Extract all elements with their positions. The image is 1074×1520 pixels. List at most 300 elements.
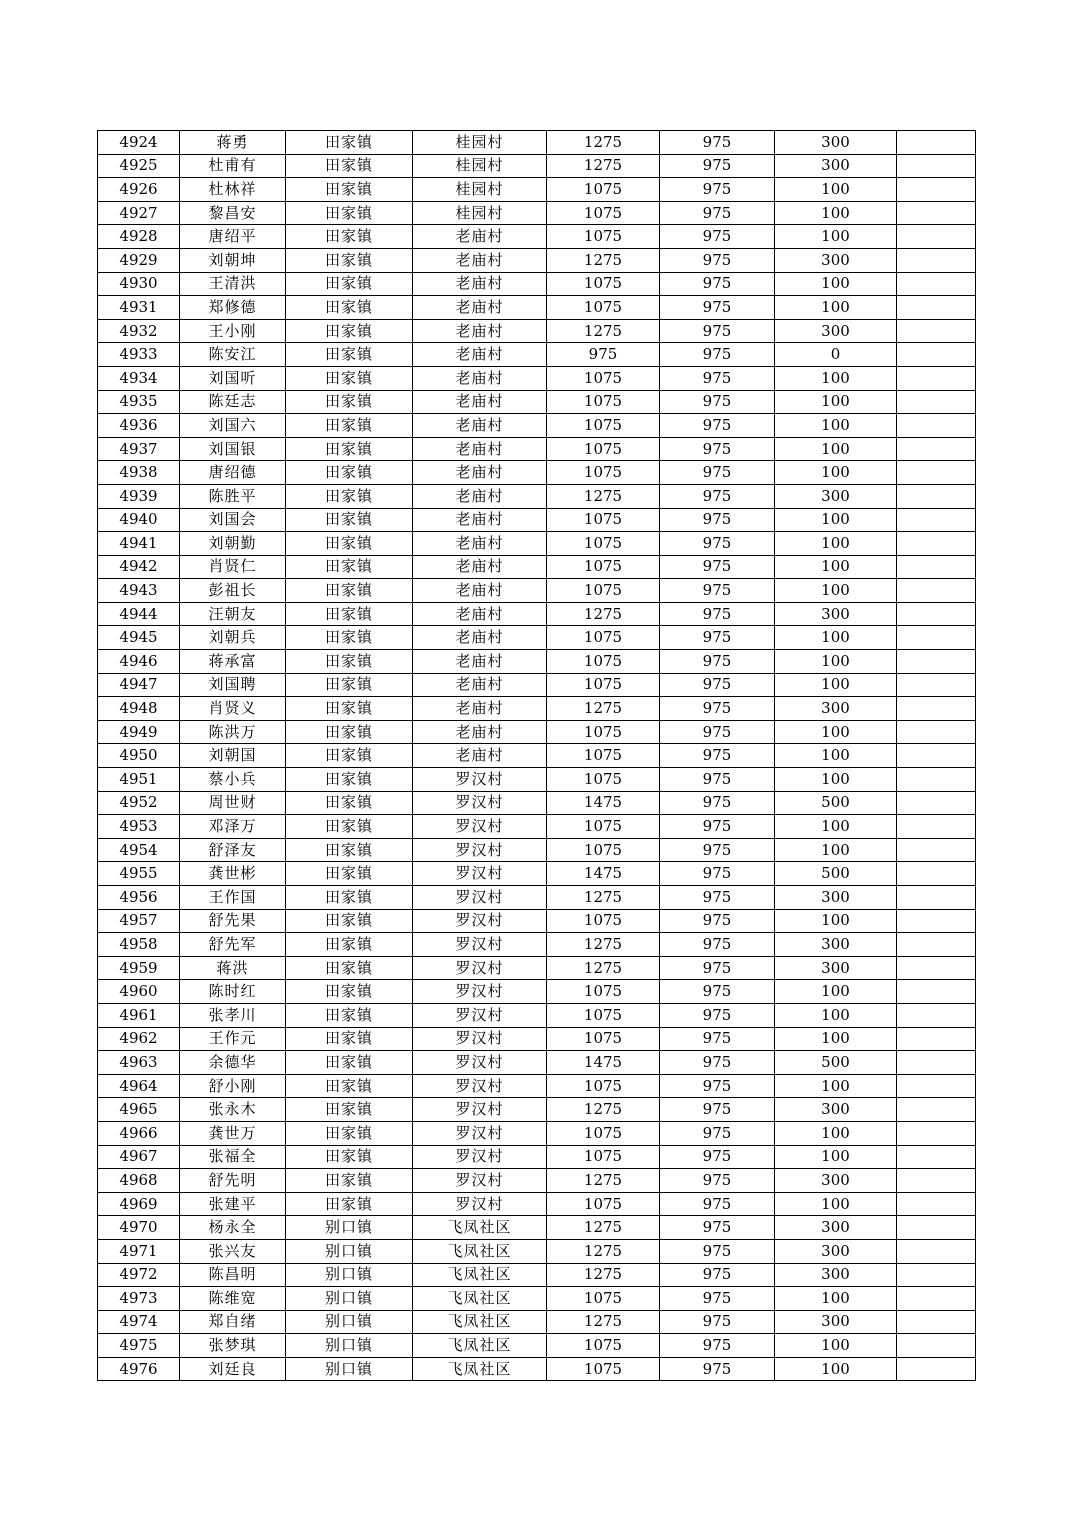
name-cell: 杨永全 xyxy=(180,1216,286,1240)
amount-b-cell: 975 xyxy=(660,838,775,862)
amount-a-cell: 1075 xyxy=(547,1003,660,1027)
table-row xyxy=(98,532,976,556)
town-cell: 田家镇 xyxy=(286,319,413,343)
amount-diff-cell: 100 xyxy=(775,296,897,320)
name-cell: 张福全 xyxy=(180,1145,286,1169)
amount-a-cell: 1075 xyxy=(547,980,660,1004)
amount-a-cell: 1275 xyxy=(547,131,660,155)
table-row xyxy=(98,1239,976,1263)
table-row xyxy=(98,201,976,225)
serial-cell: 4946 xyxy=(98,650,180,674)
town-cell: 田家镇 xyxy=(286,555,413,579)
name-cell: 陈昌明 xyxy=(180,1263,286,1287)
amount-a-cell: 1275 xyxy=(547,1263,660,1287)
amount-b-cell: 975 xyxy=(660,366,775,390)
name-cell: 刘国听 xyxy=(180,366,286,390)
amount-b-cell: 975 xyxy=(660,390,775,414)
village-cell: 罗汉村 xyxy=(413,1121,547,1145)
amount-b-cell: 975 xyxy=(660,461,775,485)
amount-b-cell: 975 xyxy=(660,862,775,886)
village-cell: 老庙村 xyxy=(413,390,547,414)
amount-b-cell: 975 xyxy=(660,414,775,438)
remark-cell xyxy=(897,956,976,980)
name-cell: 蒋承富 xyxy=(180,650,286,674)
table-row xyxy=(98,248,976,272)
remark-cell xyxy=(897,366,976,390)
name-cell: 杜甫有 xyxy=(180,154,286,178)
amount-diff-cell: 100 xyxy=(775,1357,897,1381)
village-cell: 罗汉村 xyxy=(413,838,547,862)
amount-diff-cell: 100 xyxy=(775,1074,897,1098)
village-cell: 罗汉村 xyxy=(413,980,547,1004)
amount-a-cell: 1075 xyxy=(547,555,660,579)
town-cell: 田家镇 xyxy=(286,461,413,485)
serial-cell: 4940 xyxy=(98,508,180,532)
serial-cell: 4950 xyxy=(98,744,180,768)
serial-cell: 4956 xyxy=(98,886,180,910)
town-cell: 田家镇 xyxy=(286,437,413,461)
amount-a-cell: 1275 xyxy=(547,697,660,721)
village-cell: 飞凤社区 xyxy=(413,1310,547,1334)
serial-cell: 4974 xyxy=(98,1310,180,1334)
remark-cell xyxy=(897,1027,976,1051)
remark-cell xyxy=(897,532,976,556)
remark-cell xyxy=(897,768,976,792)
name-cell: 邓泽万 xyxy=(180,815,286,839)
town-cell: 田家镇 xyxy=(286,602,413,626)
table-row xyxy=(98,1098,976,1122)
amount-b-cell: 975 xyxy=(660,886,775,910)
amount-a-cell: 1075 xyxy=(547,673,660,697)
amount-diff-cell: 100 xyxy=(775,815,897,839)
amount-diff-cell: 500 xyxy=(775,862,897,886)
amount-a-cell: 1075 xyxy=(547,1192,660,1216)
amount-diff-cell: 300 xyxy=(775,933,897,957)
remark-cell xyxy=(897,484,976,508)
remark-cell xyxy=(897,1145,976,1169)
remark-cell xyxy=(897,673,976,697)
table-row xyxy=(98,768,976,792)
serial-cell: 4937 xyxy=(98,437,180,461)
amount-b-cell: 975 xyxy=(660,744,775,768)
amount-diff-cell: 100 xyxy=(775,178,897,202)
village-cell: 桂园村 xyxy=(413,178,547,202)
village-cell: 老庙村 xyxy=(413,343,547,367)
name-cell: 王清洪 xyxy=(180,272,286,296)
amount-b-cell: 975 xyxy=(660,343,775,367)
amount-diff-cell: 100 xyxy=(775,980,897,1004)
table-row xyxy=(98,1357,976,1381)
amount-a-cell: 1075 xyxy=(547,178,660,202)
serial-cell: 4958 xyxy=(98,933,180,957)
amount-b-cell: 975 xyxy=(660,673,775,697)
amount-b-cell: 975 xyxy=(660,1192,775,1216)
amount-a-cell: 975 xyxy=(547,343,660,367)
amount-diff-cell: 100 xyxy=(775,414,897,438)
remark-cell xyxy=(897,296,976,320)
remark-cell xyxy=(897,579,976,603)
name-cell: 肖贤仁 xyxy=(180,555,286,579)
amount-a-cell: 1475 xyxy=(547,862,660,886)
town-cell: 别口镇 xyxy=(286,1239,413,1263)
town-cell: 田家镇 xyxy=(286,720,413,744)
name-cell: 黎昌安 xyxy=(180,201,286,225)
serial-cell: 4963 xyxy=(98,1051,180,1075)
name-cell: 舒先军 xyxy=(180,933,286,957)
amount-a-cell: 1075 xyxy=(547,838,660,862)
name-cell: 张孝川 xyxy=(180,1003,286,1027)
town-cell: 田家镇 xyxy=(286,484,413,508)
remark-cell xyxy=(897,909,976,933)
serial-cell: 4925 xyxy=(98,154,180,178)
table-row xyxy=(98,461,976,485)
serial-cell: 4926 xyxy=(98,178,180,202)
village-cell: 老庙村 xyxy=(413,366,547,390)
town-cell: 田家镇 xyxy=(286,626,413,650)
village-cell: 罗汉村 xyxy=(413,1192,547,1216)
name-cell: 舒先果 xyxy=(180,909,286,933)
remark-cell xyxy=(897,414,976,438)
town-cell: 别口镇 xyxy=(286,1334,413,1358)
serial-cell: 4944 xyxy=(98,602,180,626)
amount-a-cell: 1075 xyxy=(547,744,660,768)
name-cell: 刘国会 xyxy=(180,508,286,532)
town-cell: 田家镇 xyxy=(286,862,413,886)
amount-b-cell: 975 xyxy=(660,1287,775,1311)
amount-a-cell: 1275 xyxy=(547,1169,660,1193)
table-row xyxy=(98,650,976,674)
name-cell: 刘朝勤 xyxy=(180,532,286,556)
town-cell: 田家镇 xyxy=(286,1145,413,1169)
remark-cell xyxy=(897,1121,976,1145)
amount-a-cell: 1075 xyxy=(547,390,660,414)
serial-cell: 4945 xyxy=(98,626,180,650)
town-cell: 田家镇 xyxy=(286,1192,413,1216)
name-cell: 刘国六 xyxy=(180,414,286,438)
amount-b-cell: 975 xyxy=(660,720,775,744)
serial-cell: 4962 xyxy=(98,1027,180,1051)
remark-cell xyxy=(897,815,976,839)
serial-cell: 4964 xyxy=(98,1074,180,1098)
amount-b-cell: 975 xyxy=(660,178,775,202)
serial-cell: 4959 xyxy=(98,956,180,980)
table-row xyxy=(98,1074,976,1098)
table-row xyxy=(98,1003,976,1027)
name-cell: 郑自绪 xyxy=(180,1310,286,1334)
name-cell: 龚世彬 xyxy=(180,862,286,886)
amount-b-cell: 975 xyxy=(660,909,775,933)
table-row xyxy=(98,815,976,839)
serial-cell: 4941 xyxy=(98,532,180,556)
amount-b-cell: 975 xyxy=(660,201,775,225)
table-row xyxy=(98,343,976,367)
amount-b-cell: 975 xyxy=(660,131,775,155)
amount-diff-cell: 500 xyxy=(775,791,897,815)
table-row xyxy=(98,956,976,980)
amount-b-cell: 975 xyxy=(660,815,775,839)
amount-b-cell: 975 xyxy=(660,437,775,461)
amount-diff-cell: 100 xyxy=(775,390,897,414)
amount-b-cell: 975 xyxy=(660,626,775,650)
village-cell: 罗汉村 xyxy=(413,862,547,886)
amount-a-cell: 1075 xyxy=(547,1027,660,1051)
name-cell: 王作元 xyxy=(180,1027,286,1051)
town-cell: 田家镇 xyxy=(286,1074,413,1098)
amount-a-cell: 1275 xyxy=(547,602,660,626)
amount-diff-cell: 100 xyxy=(775,1027,897,1051)
village-cell: 罗汉村 xyxy=(413,768,547,792)
serial-cell: 4934 xyxy=(98,366,180,390)
remark-cell xyxy=(897,1239,976,1263)
town-cell: 田家镇 xyxy=(286,1098,413,1122)
amount-a-cell: 1075 xyxy=(547,414,660,438)
table-row xyxy=(98,296,976,320)
amount-diff-cell: 100 xyxy=(775,1334,897,1358)
town-cell: 别口镇 xyxy=(286,1263,413,1287)
town-cell: 田家镇 xyxy=(286,366,413,390)
village-cell: 罗汉村 xyxy=(413,815,547,839)
amount-a-cell: 1075 xyxy=(547,1357,660,1381)
town-cell: 田家镇 xyxy=(286,201,413,225)
amount-a-cell: 1075 xyxy=(547,720,660,744)
amount-b-cell: 975 xyxy=(660,1169,775,1193)
table-row xyxy=(98,791,976,815)
table-row xyxy=(98,838,976,862)
serial-cell: 4939 xyxy=(98,484,180,508)
amount-diff-cell: 100 xyxy=(775,555,897,579)
name-cell: 彭祖长 xyxy=(180,579,286,603)
town-cell: 田家镇 xyxy=(286,956,413,980)
amount-b-cell: 975 xyxy=(660,980,775,1004)
name-cell: 陈安江 xyxy=(180,343,286,367)
serial-cell: 4969 xyxy=(98,1192,180,1216)
amount-a-cell: 1275 xyxy=(547,886,660,910)
serial-cell: 4938 xyxy=(98,461,180,485)
amount-diff-cell: 100 xyxy=(775,768,897,792)
amount-a-cell: 1075 xyxy=(547,579,660,603)
table-row xyxy=(98,154,976,178)
remark-cell xyxy=(897,1287,976,1311)
village-cell: 老庙村 xyxy=(413,296,547,320)
serial-cell: 4976 xyxy=(98,1357,180,1381)
town-cell: 田家镇 xyxy=(286,697,413,721)
name-cell: 舒泽友 xyxy=(180,838,286,862)
town-cell: 田家镇 xyxy=(286,815,413,839)
amount-b-cell: 975 xyxy=(660,602,775,626)
village-cell: 老庙村 xyxy=(413,650,547,674)
name-cell: 唐绍德 xyxy=(180,461,286,485)
serial-cell: 4931 xyxy=(98,296,180,320)
amount-b-cell: 975 xyxy=(660,248,775,272)
name-cell: 蒋勇 xyxy=(180,131,286,155)
table-row xyxy=(98,366,976,390)
table-row xyxy=(98,602,976,626)
name-cell: 刘朝坤 xyxy=(180,248,286,272)
table-row xyxy=(98,272,976,296)
village-cell: 罗汉村 xyxy=(413,886,547,910)
name-cell: 陈廷志 xyxy=(180,390,286,414)
name-cell: 王作国 xyxy=(180,886,286,910)
amount-a-cell: 1075 xyxy=(547,201,660,225)
table-row xyxy=(98,909,976,933)
amount-b-cell: 975 xyxy=(660,272,775,296)
town-cell: 田家镇 xyxy=(286,296,413,320)
town-cell: 田家镇 xyxy=(286,909,413,933)
village-cell: 老庙村 xyxy=(413,626,547,650)
village-cell: 老庙村 xyxy=(413,319,547,343)
town-cell: 田家镇 xyxy=(286,791,413,815)
serial-cell: 4947 xyxy=(98,673,180,697)
amount-a-cell: 1075 xyxy=(547,1074,660,1098)
amount-diff-cell: 300 xyxy=(775,154,897,178)
table-row xyxy=(98,1287,976,1311)
amount-a-cell: 1075 xyxy=(547,296,660,320)
table-row xyxy=(98,579,976,603)
village-cell: 罗汉村 xyxy=(413,933,547,957)
town-cell: 田家镇 xyxy=(286,390,413,414)
remark-cell xyxy=(897,862,976,886)
name-cell: 张梦琪 xyxy=(180,1334,286,1358)
amount-b-cell: 975 xyxy=(660,1027,775,1051)
table-row xyxy=(98,720,976,744)
table-row xyxy=(98,1169,976,1193)
name-cell: 刘国银 xyxy=(180,437,286,461)
name-cell: 陈洪万 xyxy=(180,720,286,744)
serial-cell: 4951 xyxy=(98,768,180,792)
amount-a-cell: 1075 xyxy=(547,768,660,792)
name-cell: 郑修德 xyxy=(180,296,286,320)
village-cell: 罗汉村 xyxy=(413,1051,547,1075)
amount-a-cell: 1275 xyxy=(547,1239,660,1263)
serial-cell: 4942 xyxy=(98,555,180,579)
serial-cell: 4936 xyxy=(98,414,180,438)
remark-cell xyxy=(897,1263,976,1287)
village-cell: 老庙村 xyxy=(413,437,547,461)
village-cell: 罗汉村 xyxy=(413,1098,547,1122)
remark-cell xyxy=(897,626,976,650)
amount-diff-cell: 100 xyxy=(775,508,897,532)
town-cell: 田家镇 xyxy=(286,1169,413,1193)
name-cell: 张兴友 xyxy=(180,1239,286,1263)
village-cell: 老庙村 xyxy=(413,461,547,485)
remark-cell xyxy=(897,1357,976,1381)
town-cell: 田家镇 xyxy=(286,225,413,249)
name-cell: 刘廷良 xyxy=(180,1357,286,1381)
amount-b-cell: 975 xyxy=(660,319,775,343)
table-row xyxy=(98,862,976,886)
amount-a-cell: 1075 xyxy=(547,626,660,650)
village-cell: 老庙村 xyxy=(413,414,547,438)
village-cell: 老庙村 xyxy=(413,484,547,508)
village-cell: 罗汉村 xyxy=(413,1074,547,1098)
name-cell: 张建平 xyxy=(180,1192,286,1216)
amount-diff-cell: 300 xyxy=(775,131,897,155)
serial-cell: 4957 xyxy=(98,909,180,933)
village-cell: 飞凤社区 xyxy=(413,1287,547,1311)
amount-b-cell: 975 xyxy=(660,1051,775,1075)
table-row xyxy=(98,484,976,508)
serial-cell: 4972 xyxy=(98,1263,180,1287)
name-cell: 周世财 xyxy=(180,791,286,815)
amount-diff-cell: 100 xyxy=(775,272,897,296)
table-row xyxy=(98,886,976,910)
name-cell: 刘朝兵 xyxy=(180,626,286,650)
remark-cell xyxy=(897,154,976,178)
remark-cell xyxy=(897,1334,976,1358)
village-cell: 罗汉村 xyxy=(413,956,547,980)
village-cell: 罗汉村 xyxy=(413,791,547,815)
table-row xyxy=(98,1121,976,1145)
village-cell: 老庙村 xyxy=(413,697,547,721)
village-cell: 老庙村 xyxy=(413,555,547,579)
town-cell: 田家镇 xyxy=(286,650,413,674)
remark-cell xyxy=(897,343,976,367)
amount-diff-cell: 0 xyxy=(775,343,897,367)
amount-diff-cell: 100 xyxy=(775,461,897,485)
serial-cell: 4935 xyxy=(98,390,180,414)
town-cell: 田家镇 xyxy=(286,1027,413,1051)
remark-cell xyxy=(897,933,976,957)
amount-a-cell: 1075 xyxy=(547,532,660,556)
amount-a-cell: 1075 xyxy=(547,1334,660,1358)
amount-diff-cell: 100 xyxy=(775,1121,897,1145)
amount-b-cell: 975 xyxy=(660,933,775,957)
remark-cell xyxy=(897,272,976,296)
amount-b-cell: 975 xyxy=(660,1239,775,1263)
amount-a-cell: 1075 xyxy=(547,366,660,390)
village-cell: 飞凤社区 xyxy=(413,1263,547,1287)
remark-cell xyxy=(897,980,976,1004)
village-cell: 罗汉村 xyxy=(413,1145,547,1169)
table-row xyxy=(98,1145,976,1169)
village-cell: 老庙村 xyxy=(413,579,547,603)
amount-a-cell: 1075 xyxy=(547,508,660,532)
remark-cell xyxy=(897,131,976,155)
amount-a-cell: 1275 xyxy=(547,1310,660,1334)
amount-b-cell: 975 xyxy=(660,579,775,603)
town-cell: 田家镇 xyxy=(286,508,413,532)
amount-diff-cell: 300 xyxy=(775,886,897,910)
serial-cell: 4960 xyxy=(98,980,180,1004)
amount-diff-cell: 300 xyxy=(775,319,897,343)
amount-a-cell: 1275 xyxy=(547,1098,660,1122)
serial-cell: 4924 xyxy=(98,131,180,155)
town-cell: 田家镇 xyxy=(286,673,413,697)
table-row xyxy=(98,1192,976,1216)
remark-cell xyxy=(897,1098,976,1122)
village-cell: 老庙村 xyxy=(413,673,547,697)
serial-cell: 4967 xyxy=(98,1145,180,1169)
amount-diff-cell: 300 xyxy=(775,1263,897,1287)
village-cell: 罗汉村 xyxy=(413,1027,547,1051)
amount-b-cell: 975 xyxy=(660,768,775,792)
amount-b-cell: 975 xyxy=(660,1074,775,1098)
amount-b-cell: 975 xyxy=(660,1145,775,1169)
name-cell: 唐绍平 xyxy=(180,225,286,249)
village-cell: 飞凤社区 xyxy=(413,1334,547,1358)
amount-a-cell: 1075 xyxy=(547,437,660,461)
name-cell: 陈胜平 xyxy=(180,484,286,508)
table-row xyxy=(98,414,976,438)
amount-diff-cell: 300 xyxy=(775,1169,897,1193)
amount-b-cell: 975 xyxy=(660,154,775,178)
remark-cell xyxy=(897,1310,976,1334)
remark-cell xyxy=(897,248,976,272)
village-cell: 罗汉村 xyxy=(413,1169,547,1193)
amount-a-cell: 1075 xyxy=(547,815,660,839)
remark-cell xyxy=(897,650,976,674)
amount-diff-cell: 100 xyxy=(775,838,897,862)
